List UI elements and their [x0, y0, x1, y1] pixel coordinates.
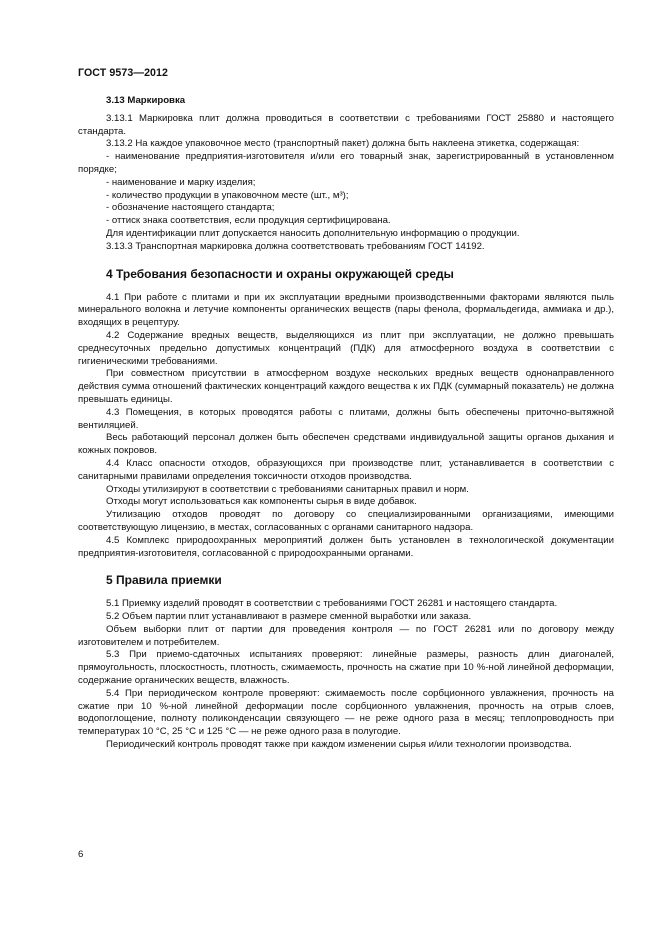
- paragraph-4-2: 4.2 Содержание вредных веществ, выделяющихся из плит при эксплуатации, не должно превышать среднесуточных предельно допустимых концентраций (ПДК) для атмосферного воздуха в соответствии с гигиеническими требованиями.: [78, 329, 614, 367]
- paragraph-identification: Для идентификации плит допускается наносить дополнительную информацию о продукции.: [106, 227, 520, 239]
- list-item: - оттиск знака соответствия, если продукция сертифицирована.: [106, 215, 391, 227]
- paragraph-5-3: 5.3 При приемо-сдаточных испытаниях проверяют: линейные размеры, разность длин диагоналей, прямоугольность, плоскостность, плотность, сжимаемость, прочность на сжатие при 10 %-ной линейной деформации, содержание органических веществ, влажность.: [78, 649, 614, 687]
- paragraph-4-4-cont2: Отходы могут использоваться как компоненты сырья в виде добавок.: [106, 496, 417, 508]
- paragraph-4-3-cont: Весь работающий персонал должен быть обеспечен средствами индивидуальной защиты органов дыхания и кожных покровов.: [78, 432, 614, 457]
- page-number: 6: [78, 849, 84, 860]
- paragraph-4-4-cont3: Утилизацию отходов проводят по договору со специализированными организациями, имеющими соответствующую лицензию, в местах, согласованных с органами санитарного надзора.: [78, 509, 614, 533]
- list-item: - количество продукции в упаковочном месте (шт., м³);: [106, 189, 349, 201]
- paragraph-3-13-2: 3.13.2 На каждое упаковочное место (транспортный пакет) должна быть наклеена этикетка, содержащая:: [106, 138, 580, 150]
- paragraph-3-13-3: 3.13.3 Транспортная маркировка должна соответствовать требованиям ГОСТ 14192.: [106, 240, 485, 252]
- section-title-4: 4 Требования безопасности и охраны окружающей среды: [106, 266, 454, 281]
- paragraph-5-4: 5.4 При периодическом контроле проверяют: сжимаемость после сорбционного увлажнения, прочность на сжатие при 10 %-ной линейной деформации после сорбционного увлажнения, прочность на отрыв слоев, водопоглощение, полноту поликонденсации связующего — не реже одного раза в месяц; теплопроводность при температурах 10 °С, 25 °С и 125 °С — не реже одного раза в полугодие.: [78, 687, 614, 738]
- paragraph-4-2-cont: При совместном присутствии в атмосферном воздухе нескольких вредных веществ однонаправленного действия сумма отношений фактических концентраций каждого вещества к их ПДК (суммарный показатель) не должна превышать единицы.: [78, 368, 614, 405]
- paragraph-3-13-1: 3.13.1 Маркировка плит должна проводиться в соответствии с требованиями ГОСТ 25880 и настоящего стандарта.: [78, 112, 614, 137]
- document-body: [78, 95, 614, 752]
- paragraph-5-4-cont: Периодический контроль проводят также при каждом изменении сырья и/или технологии производства.: [106, 739, 572, 751]
- list-item: - обозначение настоящего стандарта;: [106, 202, 275, 214]
- section-title-5: 5 Правила приемки: [106, 573, 222, 588]
- paragraph-5-1: 5.1 Приемку изделий проводят в соответствии с требованиями ГОСТ 26281 и настоящего стандарта.: [106, 598, 558, 610]
- list-item: - наименование и марку изделия;: [106, 176, 256, 188]
- paragraph-4-4-cont1: Отходы утилизируют в соответствии с требованиями санитарных правил и норм.: [106, 483, 469, 495]
- paragraph-4-4: 4.4 Класс опасности отходов, образующихся при производстве плит, устанавливается в соответствии с санитарными правилами определения токсичности отходов производства.: [78, 457, 614, 482]
- paragraph-4-3: 4.3 Помещения, в которых проводятся работы с плитами, должны быть обеспечены приточно-вытяжной вентиляцией.: [78, 406, 614, 431]
- paragraph-4-5: 4.5 Комплекс природоохранных мероприятий должен быть установлен в технологической документации предприятия-изготовителя, согласованной с природоохранными органами.: [78, 534, 614, 559]
- paragraph-5-2: 5.2 Объем партии плит устанавливают в размере сменной выработки или заказа.: [106, 611, 472, 623]
- paragraph-4-1: 4.1 При работе с плитами и при их эксплуатации вредными производственными факторами являются пыль минерального волокна и летучие компоненты органических веществ (пары фенола, формальдегида, аммиака и др.), входящих в рецептуру.: [78, 291, 614, 329]
- subsection-title-3-13: 3.13 Маркировка: [106, 95, 186, 106]
- paragraph-5-2-cont: Объем выборки плит от партии для проведения контроля — по ГОСТ 26281 или по договору между изготовителем и потребителем.: [78, 623, 614, 648]
- list-item: - наименование предприятия-изготовителя и/или его товарный знак, зарегистрированный в установленном порядке;: [78, 151, 614, 175]
- standard-header: ГОСТ 9573—2012: [78, 67, 169, 79]
